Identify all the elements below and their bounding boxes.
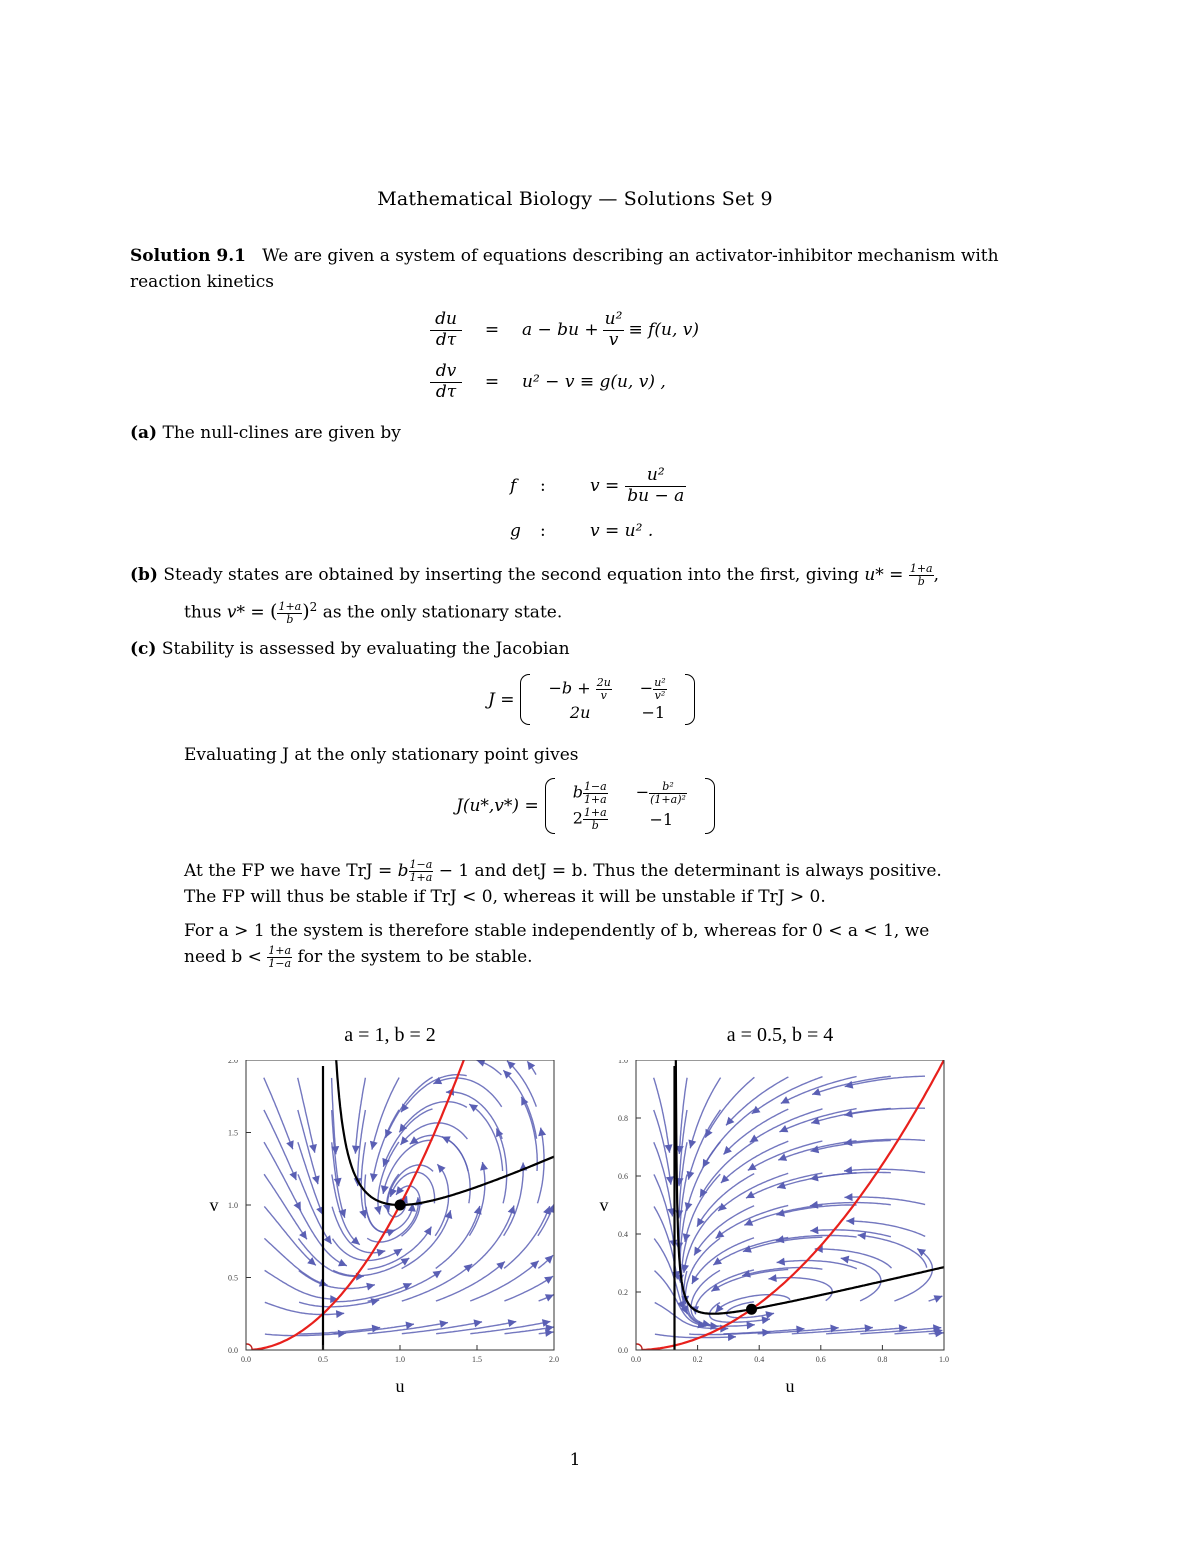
stream-arrow [312, 1175, 320, 1184]
stream-arrow [768, 1274, 776, 1282]
part-a-label: (a) [130, 423, 158, 443]
stream-arrow [309, 1144, 317, 1153]
part-c-text: Stability is assessed by evaluating the Jacobian [161, 639, 570, 659]
part-b-line2: thus v* = ( $\frac{1+a}{b}$ )$^2$ as the only stationary state. [184, 600, 563, 626]
stream-line [521, 1097, 537, 1171]
jacobian-fp [456, 780, 715, 832]
g-colon: : [540, 521, 546, 541]
stream-arrow [777, 1258, 786, 1266]
x-tick-label: 0.5 [318, 1355, 328, 1364]
part-a-text: The null-clines are given by [162, 423, 401, 443]
eq2-equals: = [484, 372, 500, 392]
x-tick-label: 1.0 [395, 1355, 405, 1364]
eq1-equals: = [484, 320, 500, 340]
stream-line [264, 1206, 316, 1265]
stream-arrow [694, 1247, 702, 1256]
Jfp11-den: 1+a [583, 792, 607, 806]
x-tick-label: 0.6 [815, 1355, 826, 1364]
vstar-den: b [286, 612, 294, 626]
y-tick-label: 0.8 [618, 1114, 628, 1123]
J22: −1 [641, 703, 666, 723]
fixed-point [746, 1304, 757, 1315]
cond-den: 1−a [268, 957, 292, 970]
origin-point [632, 1344, 642, 1354]
intro-text: We are given a system of equations describing an activator-inhibitor mechanism with reaction kinetics [130, 246, 999, 292]
stream-arrow [433, 1271, 442, 1279]
stream-arrow [544, 1276, 553, 1284]
g-label: g [510, 521, 521, 541]
fp-line1-den: 1+a [409, 871, 433, 884]
x-axis-label: u [395, 1376, 405, 1396]
ustar: u* = [864, 565, 904, 585]
thus-word: thus [184, 602, 222, 623]
jacobian-fp-lhs: J(u*,v*) = [456, 796, 539, 817]
Jfp12-den: (1+a)² [650, 792, 686, 806]
dtau-symbol-2: dτ [435, 381, 457, 402]
stream-arrow [474, 1319, 483, 1327]
y-tick-label: 0.0 [618, 1346, 628, 1355]
stream-arrow [796, 1326, 804, 1334]
x-tick-label: 0.4 [754, 1355, 765, 1364]
x-axis-label: u [785, 1376, 795, 1396]
stream-arrow [846, 1217, 854, 1225]
stream-line [752, 1077, 823, 1114]
stream-line [402, 1264, 472, 1301]
stream-arrow [374, 1206, 382, 1215]
stream-line [846, 1221, 925, 1237]
plot-2-title: a = 0.5, b = 4 [726, 1024, 834, 1046]
stream-arrow [750, 1135, 759, 1143]
x-tick-label: 1.5 [472, 1355, 482, 1364]
plot-1-svg [190, 1060, 590, 1420]
stream-arrow [469, 1104, 478, 1112]
y-tick-label: 2.0 [228, 1060, 238, 1065]
stream-arrow [439, 1320, 448, 1328]
y-tick-label: 0.4 [618, 1230, 628, 1239]
y-tick-label: 0.0 [228, 1346, 238, 1355]
stream-line [368, 1227, 432, 1270]
stream-line [724, 1109, 789, 1154]
x-tick-label: 2.0 [549, 1355, 559, 1364]
cond-num: 1+a [268, 944, 292, 958]
eval-text: Evaluating J at the only stationary point gives [184, 745, 579, 765]
ustar-den: b [917, 575, 925, 588]
eq1-rhs-num: u² [604, 308, 623, 329]
plot-area [242, 1060, 555, 1354]
stream-arrow [480, 1162, 488, 1171]
phase-plot-1 [190, 1024, 590, 1420]
stream-line [815, 1249, 892, 1268]
ustar-num: 1+a [909, 562, 933, 576]
stream-arrow [687, 1171, 695, 1180]
jacobian-matrix [520, 676, 694, 723]
plot-1-title: a = 1, b = 2 [344, 1024, 436, 1046]
x-tick-label: 0.0 [241, 1355, 251, 1364]
y-tick-label: 1.0 [228, 1201, 238, 1210]
Jfp22: −1 [649, 809, 674, 829]
eq1-rhs-b: ≡ f(u, v) [628, 320, 700, 340]
stream-arrow [810, 1226, 818, 1234]
cond-line2 [184, 944, 1020, 970]
fp-line1-num: 1−a [409, 858, 433, 872]
Jfp11-pre: b [572, 782, 583, 802]
stream-arrow [372, 1325, 381, 1333]
ustar-comma: , [933, 565, 940, 585]
stream-arrow [424, 1227, 432, 1236]
fp-line2: The FP will thus be stable if TrJ < 0, whereas it will be unstable if TrJ > 0. [184, 887, 826, 907]
y-tick-label: 0.2 [618, 1288, 628, 1297]
stream-line [726, 1077, 788, 1125]
stream-arrow [370, 1141, 378, 1150]
phase-plot-2 [580, 1024, 980, 1420]
J11-den: v [600, 688, 607, 702]
part-c-label: (c) [130, 639, 157, 659]
vstar: v* = [226, 602, 265, 623]
stream-line [436, 1206, 480, 1269]
stream-line [433, 1078, 501, 1107]
stream-arrow [381, 1185, 389, 1194]
jacobian-lhs: J = [488, 689, 515, 710]
stream-line [402, 1210, 451, 1268]
stream-arrow [858, 1232, 866, 1240]
J12-den: v² [654, 688, 666, 702]
Jfp11-num: 1−a [583, 780, 607, 793]
stream-arrow [366, 1283, 375, 1291]
stream-line [697, 1174, 754, 1227]
eq1-rhs-den: v [608, 329, 619, 350]
stream-line [537, 1128, 544, 1204]
f-num: u² [625, 466, 686, 487]
dv-symbol: dv [430, 362, 462, 383]
eq1-rhs-a: a − bu + [522, 320, 599, 340]
solution-label: Solution 9.1 [130, 246, 246, 266]
stream-line [373, 1110, 399, 1182]
stream-line [750, 1109, 823, 1143]
dtau-symbol: dτ [435, 329, 457, 350]
f-den: bu − a [627, 485, 685, 506]
Jfp21-den: b [591, 818, 599, 832]
stream-arrow [508, 1319, 517, 1327]
stream-arrow [401, 1103, 409, 1112]
stream-arrow [538, 1128, 546, 1137]
part-a [130, 420, 1020, 446]
stream-arrow [716, 1230, 725, 1238]
stream-line [469, 1104, 502, 1171]
y-tick-label: 0.5 [228, 1273, 238, 1283]
part-c [130, 636, 1020, 662]
Jfp12-num: b² [649, 781, 687, 794]
stream-line [503, 1070, 536, 1139]
J11-num: 2u [596, 676, 611, 689]
y-axis-label: v [599, 1195, 609, 1215]
x-tick-label: 1.0 [939, 1355, 949, 1364]
eq2-rhs: u² − v ≡ g(u, v) , [522, 372, 666, 392]
stream-line [470, 1261, 539, 1301]
page-title: Mathematical Biology — Solutions Set 9 [377, 188, 773, 210]
jacobian [488, 676, 695, 723]
y-tick-label: 0.6 [618, 1172, 628, 1181]
cond-line2-b: for the system to be stable. [297, 947, 533, 967]
stream-line [333, 1239, 403, 1261]
stream-line [705, 1077, 754, 1137]
y-axis-label: v [209, 1195, 219, 1215]
stream-line [504, 1276, 553, 1301]
stream-line [687, 1142, 721, 1211]
jacobian-fp-matrix [545, 780, 715, 832]
intro-paragraph [130, 243, 1020, 295]
f-colon: : [540, 476, 546, 496]
stream-line [383, 1109, 432, 1167]
stream-arrow [688, 1140, 696, 1149]
y-tick-label: 1.5 [228, 1128, 238, 1138]
part-b-label: (b) [130, 565, 158, 585]
stream-arrow [508, 1206, 516, 1215]
Jfp21-pre: 2 [572, 808, 583, 828]
stream-arrow [841, 1256, 850, 1264]
stream-line [399, 1102, 467, 1133]
g-eq: v = u² . [590, 521, 654, 541]
x-tick-label: 0.0 [631, 1355, 641, 1364]
stream-arrow [377, 1249, 386, 1257]
plot-2-svg [580, 1060, 980, 1420]
stream-line [718, 1173, 788, 1211]
stream-arrow [324, 1235, 332, 1244]
stream-arrow [747, 1321, 755, 1329]
J12-num: u² [654, 676, 666, 689]
stream-arrow [437, 1164, 445, 1173]
origin-point [242, 1344, 252, 1354]
fp-line1 [184, 858, 1020, 884]
J21: 2u [569, 703, 591, 723]
stream-arrow [299, 1231, 307, 1240]
part-b [130, 562, 1020, 588]
cond-line2-a: need b < [184, 947, 262, 967]
stream-arrow [370, 1173, 378, 1182]
stream-line [372, 1078, 399, 1150]
stream-line [685, 1174, 720, 1242]
stream-line [858, 1235, 927, 1268]
fp-line1-a: At the FP we have TrJ = [184, 861, 393, 881]
fp-line1-b: b [397, 861, 409, 881]
f-lhs: v = [590, 476, 620, 496]
f-nullcline [676, 1060, 945, 1314]
Jfp21-num: 1+a [583, 806, 607, 820]
x-tick-label: 0.8 [877, 1355, 888, 1364]
stream-line [469, 1162, 485, 1236]
x-tick-label: 0.2 [692, 1355, 703, 1364]
stream-arrow [765, 1311, 774, 1319]
Jfp12-pre: − [635, 782, 650, 802]
J12-pre: − [639, 678, 654, 698]
f-label: f [510, 476, 517, 496]
page-number: 1 [569, 1450, 581, 1470]
stream-arrow [359, 1209, 367, 1218]
part-b-text: Steady states are obtained by inserting the second equation into the first, giving [163, 565, 859, 585]
fp-line1-c: − 1 and detJ = b. Thus the determinant is always positive. [438, 861, 942, 881]
cond-line1: For a > 1 the system is therefore stable independently of b, whereas for 0 < a < 1, we [184, 921, 930, 941]
vstar-num: 1+a [278, 600, 302, 614]
y-tick-label: 1.0 [618, 1060, 628, 1065]
stream-arrow [527, 1061, 535, 1070]
fixed-point [395, 1200, 406, 1211]
part-b-text2: as the only stationary state. [322, 602, 563, 623]
J11: −b + [548, 678, 591, 698]
stream-arrow [844, 1193, 852, 1201]
du-symbol: du [430, 310, 462, 331]
plot-area [632, 1060, 944, 1354]
nullcline-equations [510, 458, 686, 548]
ode-system [430, 304, 699, 408]
